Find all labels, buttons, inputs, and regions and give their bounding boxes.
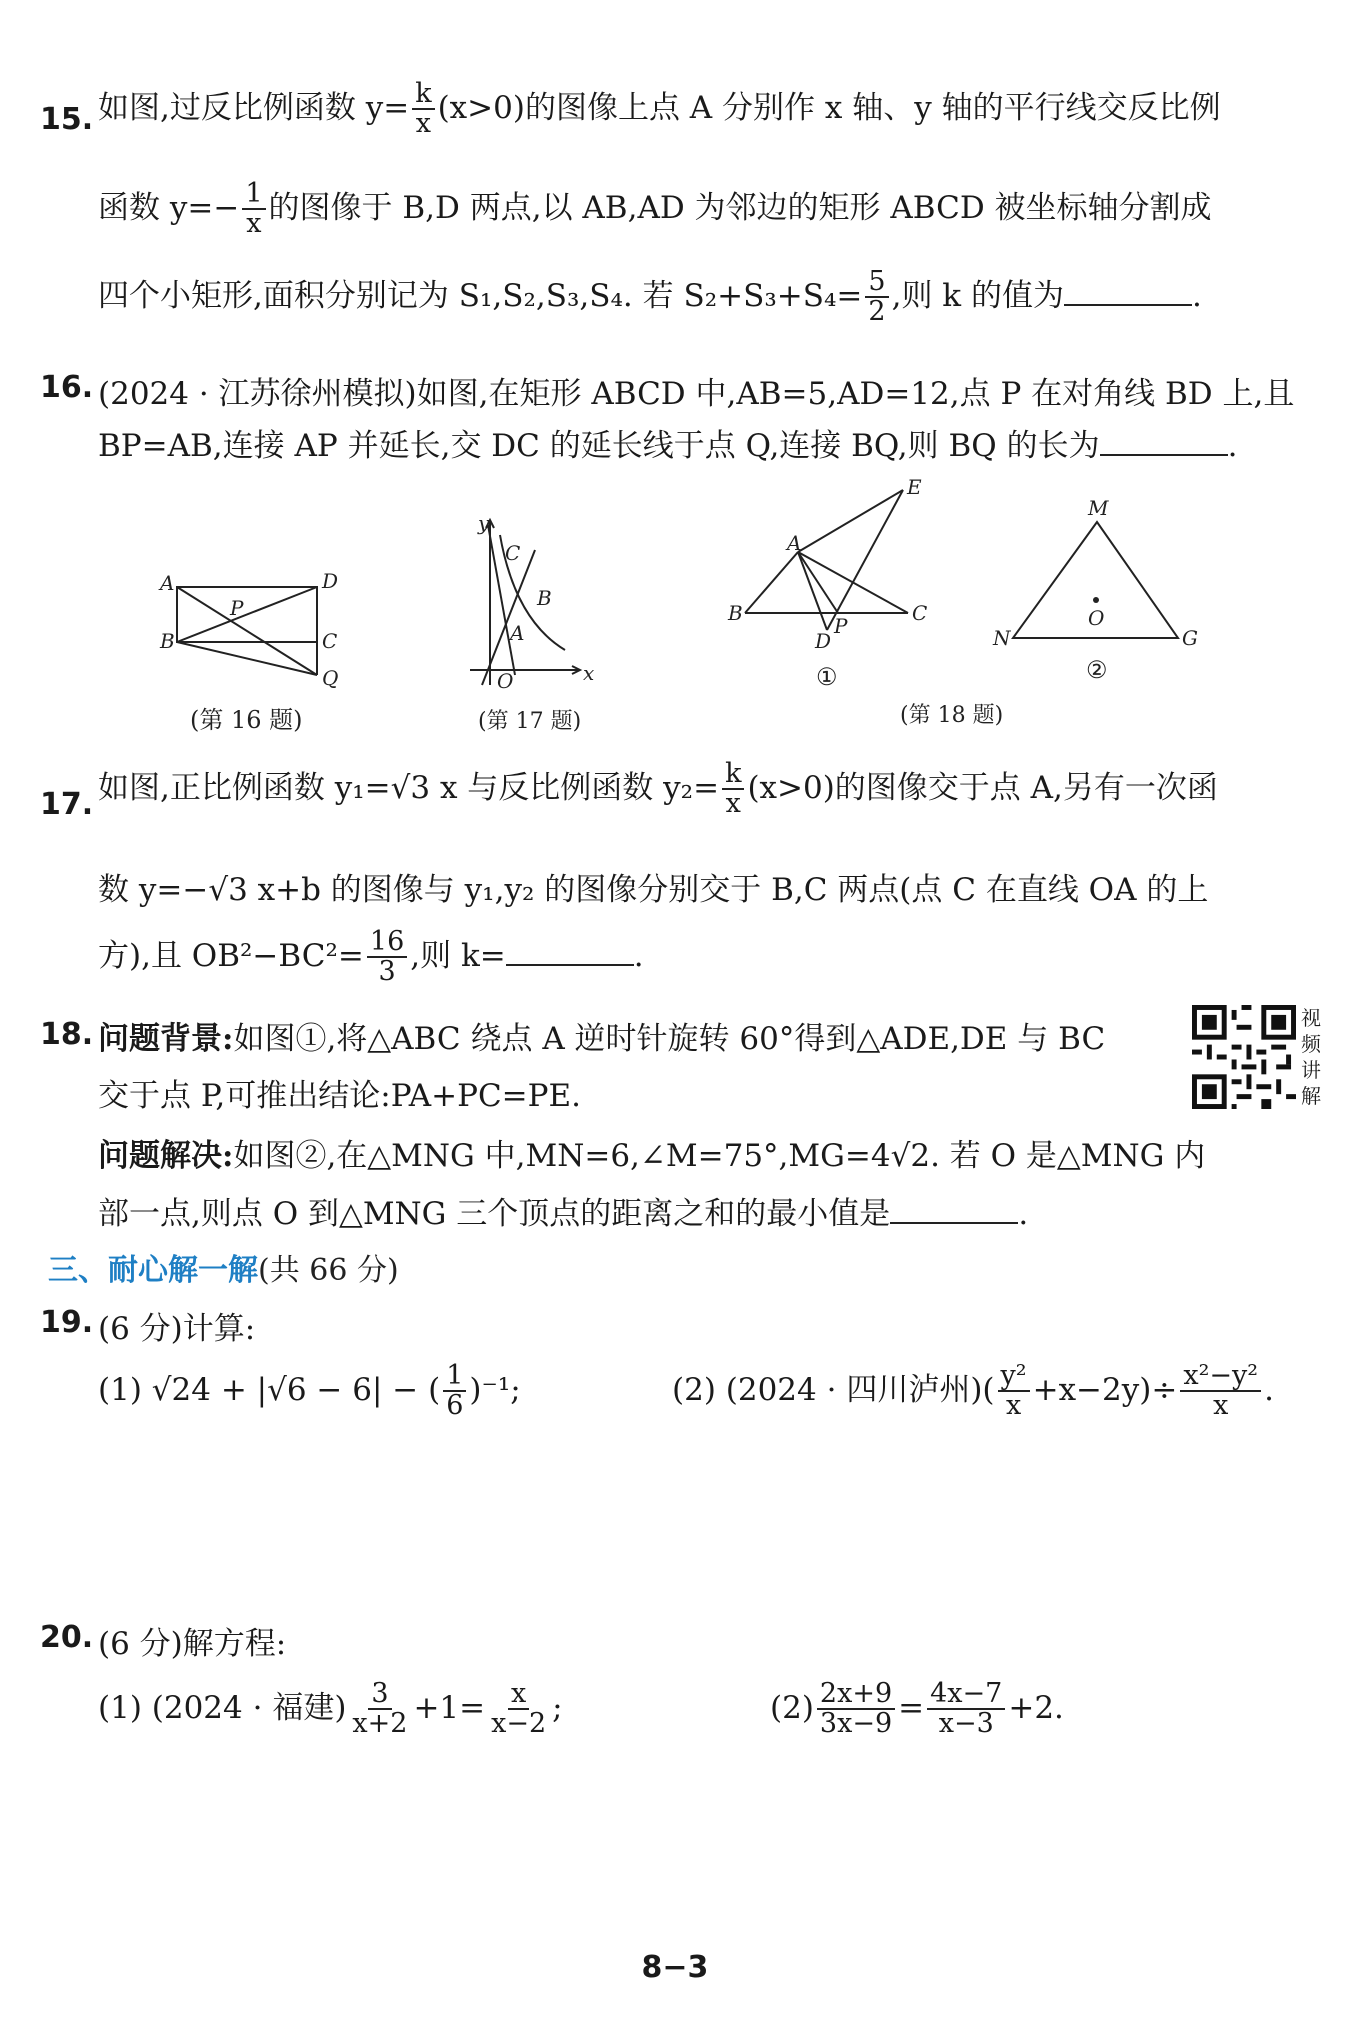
q15-line2: 函数 y=− $\frac{1}{x}$ 的图像于 B,D 两点,以 AB,AD 为邻边的矩形 ABCD 被坐标轴分割成 [98,178,1212,240]
q17-line3: 方),且 OB²−BC²= $\frac{16}{3}$ ,则 k= . [98,926,644,988]
fig18a-label-b: B [728,601,743,625]
fig18b-label-g: G [1182,626,1198,650]
q18-number: 18. [40,1017,94,1052]
figure-18-1 [745,490,908,630]
fig16-label-d: D [322,569,339,593]
q15-frac-1-over-x: $\frac{1}{x}$ [242,180,265,239]
fig18a-label-d: D [815,629,832,653]
q17-line1: 如图,正比例函数 y₁=√3 x 与反比例函数 y₂= $\frac{k}{x}$ (x>0)的图像交于点 A,另有一次函 [98,758,1218,820]
fig16-label-c: C [322,629,338,653]
figure-17 [470,520,580,685]
fig18b-label-n: N [993,626,1011,650]
q15-line1: 如图,过反比例函数 y= $\frac{k}{x}$ (x>0)的图像上点 A 分别作 x 轴、y 轴的平行线交反比例 [98,78,1221,140]
fig18a-label-p: P [834,614,848,638]
q17-frac-16-over-3: $\frac{16}{3}$ [367,928,407,987]
q19-frac-x2-y2-over-x: $\frac{\text{x²−y²}}{x}$ [1180,1362,1261,1421]
page-number: 8−3 [641,1950,709,1985]
q18-heading-background: 问题背景: [98,1021,234,1057]
fig18b-point-o [1093,597,1099,603]
q17-answer-blank[interactable] [506,938,634,966]
q16-line1: (2024 · 江苏徐州模拟)如图,在矩形 ABCD 中,AB=5,AD=12,点 P 在对角线 BD 上,且 [98,376,1295,412]
q17-line2: 数 y=−√3 x+b 的图像与 y₁,y₂ 的图像分别交于 B,C 两点(点 C 在直线 OA 的上 [98,872,1209,908]
q19-part1: (1) √24 + |√6 − 6| − ( $\frac{1}{6}$ )⁻¹; [98,1360,521,1422]
q17-frac-k-over-x: $\frac{k}{x}$ [722,760,744,819]
q18-line4: 部一点,则点 O 到△MNG 三个顶点的距离之和的最小值是 . [98,1196,1029,1232]
q18-heading-solution: 问题解决: [98,1138,234,1174]
q15-answer-blank[interactable] [1064,278,1192,306]
q18-answer-blank[interactable] [890,1196,1018,1224]
section-3-heading: 三、耐心解一解(共 66 分) [48,1253,399,1288]
fig17-label-c: C [505,541,521,565]
figure-18-caption: (第 18 题) [900,703,1004,728]
q19-frac-1-over-6: $\frac{1}{6}$ [443,1362,466,1421]
q20-head: (6 分)解方程: [98,1626,287,1662]
fig18a-label-e: E [907,475,922,499]
figure-17-caption: (第 17 题) [478,709,582,734]
fig18a-label-a: A [787,531,802,555]
video-qr-code[interactable] [1192,1005,1296,1109]
q20-part1: (1) (2024 · 福建) $\frac{3}{x+2}$ +1= $\frac{x}{x-2}$ ; [98,1678,563,1740]
fig16-label-a: A [160,571,175,595]
figure-16-caption: (第 16 题) [190,706,303,734]
fig18a-segment-ed [827,490,903,630]
q15-number: 15. [40,102,94,137]
q20-number: 20. [40,1620,94,1655]
q20-frac-x-over-x-minus-2: $\frac{x}{x-2}$ [491,1678,547,1740]
fig17-label-x: x [583,661,595,685]
q17-number: 17. [40,787,94,822]
fig16-label-p: P [230,596,244,620]
qr-caption: 视频讲解 [1301,1006,1321,1108]
q18-line3: 问题解决:如图②,在△MNG 中,MN=6,∠M=75°,MG=4√2. 若 O 是△MNG 内 [98,1138,1206,1174]
q19-number: 19. [40,1305,94,1340]
q15-frac-k-over-x: $\frac{k}{x}$ [412,80,434,139]
q15-frac-5-over-2: $\frac{5}{2}$ [865,268,888,327]
q20-frac-3-over-x-plus-2: $\frac{3}{x+2}$ [352,1678,408,1740]
fig17-label-o: O [497,669,514,693]
fig18b-label-o: O [1088,606,1105,630]
figure-16 [177,587,317,675]
fig18a-segment-ba [745,552,798,613]
fig16-line-bq [177,642,317,675]
q16-answer-blank[interactable] [1100,428,1228,456]
q20-frac-2x-plus-9-over-3x-minus-9: $\frac{2x+9}{3x-9}$ [817,1680,895,1739]
fig18a-label-c: C [912,601,928,625]
figure-18-2-marker: ② [1086,656,1108,684]
fig17-label-b: B [537,586,552,610]
figures-row [0,470,1350,750]
fig16-diagonal-bd [177,587,317,642]
q19-head: (6 分)计算: [98,1311,256,1347]
fig16-line-aq [177,587,317,675]
q20-frac-4x-minus-7-over-x-minus-3: $\frac{4x-7}{x-3}$ [927,1680,1005,1739]
q19-frac-y2-over-x: $\frac{\text{y²}}{x}$ [998,1362,1030,1421]
q19-part2: (2) (2024 · 四川泸州)( $\frac{\text{y²}}{x}$ +x−2y)÷ $\frac{\text{x²−y²}}{x}$ . [672,1360,1274,1422]
q18-line1: 问题背景:如图①,将△ABC 绕点 A 逆时针旋转 60°得到△ADE,DE 与 BC [98,1021,1106,1057]
fig17-label-a: A [510,621,525,645]
q20-part2: (2) $\frac{2x+9}{3x-9}$ = $\frac{4x-7}{x-3}$ +2. [770,1678,1064,1740]
fig16-label-b: B [160,629,175,653]
q15-line3: 四个小矩形,面积分别记为 S₁,S₂,S₃,S₄. 若 S₂+S₃+S₄= $\frac{5}{2}$ ,则 k 的值为 . [98,266,1202,328]
figure-18-1-marker: ① [816,663,838,691]
q16-number: 16. [40,370,94,405]
fig16-label-q: Q [322,666,339,690]
fig18b-label-m: M [1088,496,1109,520]
fig17-label-y: y [478,511,490,535]
q16-line2: BP=AB,连接 AP 并延长,交 DC 的延长线于点 Q,连接 BQ,则 BQ 的长为 . [98,428,1238,464]
q18-line2: 交于点 P,可推出结论:PA+PC=PE. [98,1078,581,1114]
